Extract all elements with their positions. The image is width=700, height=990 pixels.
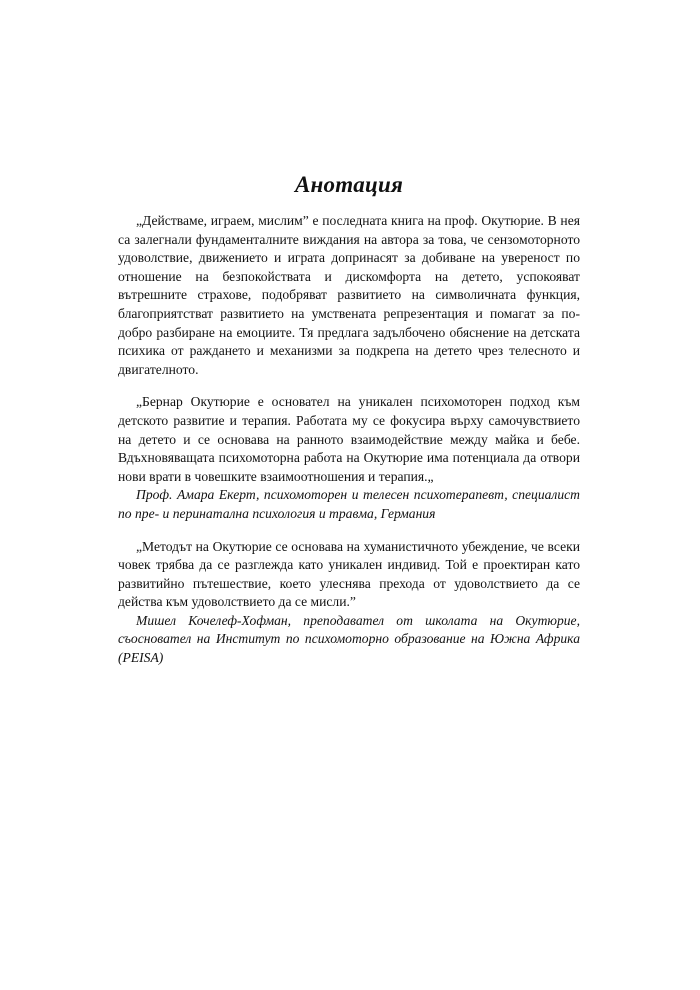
quote-author: Мишел Кочелеф-Хофман, преподавател от школата на Окутюрие, съосновател на Институт по психомоторно образование на Южна Африка (PEISA)	[118, 612, 580, 666]
annotation-paragraph: „Действаме, играем, мислим” е последната книга на проф. Окутюрие. В нея са залегнали фундаменталните виждания на автора за това, че сензомоторното удоволствие, движението и играта допринасят за добиване на увереност по отношение на безпокойствата и дискомфорта на детето, успокояват вътрешните страхове, подобряват развитието на символичната функция, благоприятстват развитието на умствената репрезентация и помагат за по-добро разбиране на емоциите. Тя предлага задълбочено обяснение на детската психика от раждането и механизми за подкрепа на детето чрез телесното и двигателното.	[118, 213, 580, 377]
quote-author: Проф. Амара Екерт, психомоторен и телесен психотерапевт, специалист по пре- и перинатална психология и травма, Германия	[118, 487, 580, 521]
quote-text: „Методът на Окутюрие се основава на хуманистичното убеждение, че всеки човек трябва да се разглежда като уникален индивид. Той е проектиран като развитийно пътешествие, което улеснява прехода от удоволствието да се действа към удоволствието да се мисли.”	[118, 538, 580, 610]
quote-text: „Бернар Окутюрие е основател на уникален психомоторен подход към детското развитие и терапия. Работата му се фокусира върху самочувствието на детето и се основава на ранното взаимодействие между майка и бебе. Вдъхновяващата психомоторна работа на Окутюрие има потенциала да отвори нови врати в човешките взаимоотношения и терапия.„	[118, 394, 580, 484]
spacer	[118, 524, 580, 538]
page-title: Анотация	[294, 172, 404, 197]
spacer	[118, 379, 580, 393]
annotation-page	[118, 172, 580, 668]
